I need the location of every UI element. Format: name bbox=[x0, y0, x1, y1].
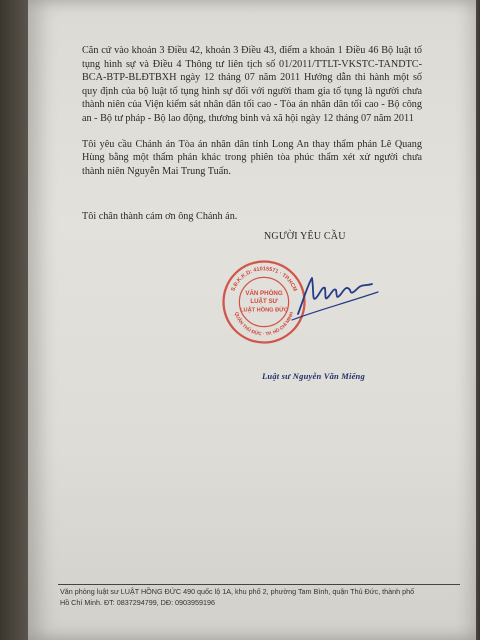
stamp-center-line-2: LUẬT SƯ bbox=[250, 297, 278, 305]
letter-body bbox=[82, 44, 422, 188]
stamp-bottom-text: QUẬN THỦ ĐỨC · TP. HỒ CHÍ MINH bbox=[232, 311, 296, 338]
stamp-ring-text: S.Đ.K.K.D: 41015571 · TP.HCM bbox=[230, 266, 298, 293]
footer-divider bbox=[58, 584, 460, 585]
footer bbox=[60, 587, 460, 608]
closing-line: Tôi chân thành cám ơn ông Chánh án. bbox=[82, 211, 238, 222]
stamp-center-line-1: VĂN PHÒNG bbox=[245, 289, 283, 297]
handwritten-signature bbox=[262, 268, 382, 328]
request-paragraph: Tôi yêu cầu Chánh án Tòa án nhân dân tỉnh Long An thay thẩm phán Lê Quang Hùng bằng một thẩm phán khác trong phiên tòa phúc thẩm xét xử người chưa thành niên Nguyễn Mai Trung Tuấn. bbox=[82, 138, 422, 177]
footer-contact-line: Hồ Chí Minh. ĐT: 0837294799, DĐ: 0903959196 bbox=[60, 597, 216, 607]
legal-basis-paragraph: Căn cứ vào khoản 3 Điều 42, khoản 3 Điều 43, điểm a khoản 1 Điều 46 Bộ luật tố tụng hình sự và Điều 4 Thông tư liên tịch số 01/2011/TTLT-VKSTC-TANDTC-BCA-BTP-BLĐTBXH ngày 12 tháng 07 năm 2011 Hướng dẫn thi hành một số quy định của bộ luật tố tụng hình sự đối với người tham gia tố tụng là người chưa thành niên của Viện kiểm sát nhân dân tối cao - Tòa án nhân dân tối cao - Bộ công an - Bộ tư pháp - Bộ lao động, thương binh và xã hội ngày 12 tháng 07 năm 2011 bbox=[82, 45, 422, 124]
stamp-center-line-3: LUẬT HỒNG ĐỨC bbox=[240, 307, 288, 314]
lawyer-name: Luật sư Nguyễn Văn Miếng bbox=[262, 371, 365, 381]
footer-address-line: Văn phòng luật sư LUẬT HỒNG ĐỨC 490 quốc lộ 1A, khu phố 2, phường Tam Bình, quận Thủ Đức, thành phố bbox=[60, 587, 415, 596]
requester-label: NGƯỜI YÊU CẦU bbox=[264, 231, 346, 242]
